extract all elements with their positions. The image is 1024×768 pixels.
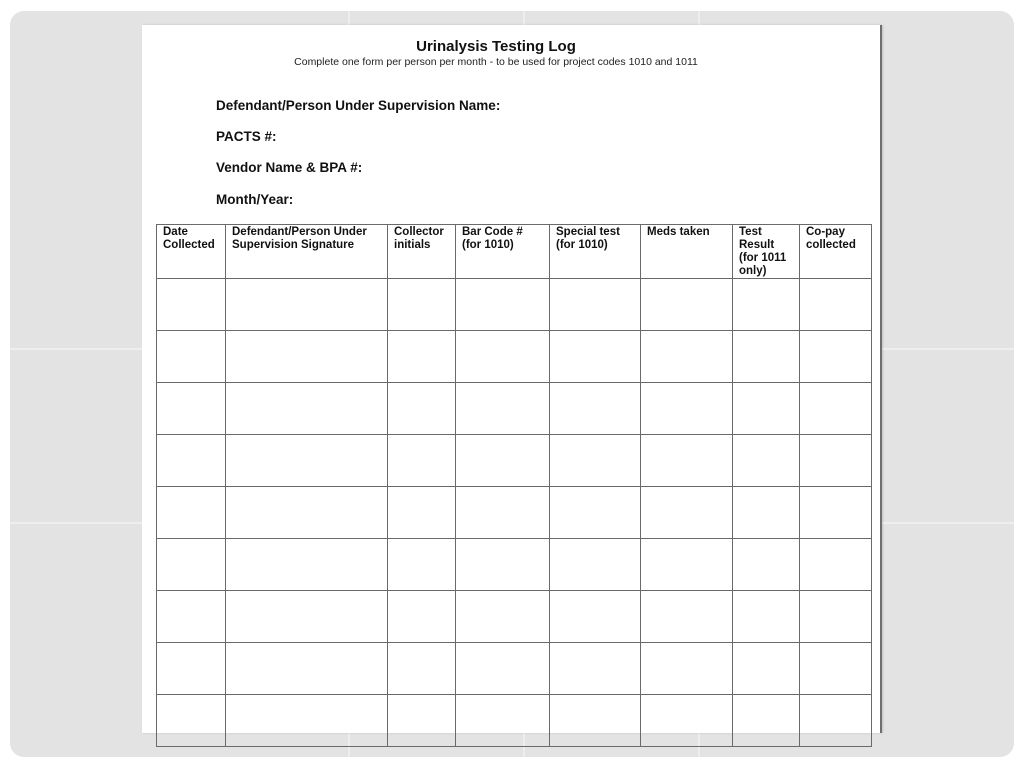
table-cell[interactable]	[733, 695, 800, 747]
table-cell[interactable]	[456, 591, 550, 643]
table-cell[interactable]	[800, 591, 872, 643]
column-header-date-collected: Date Collected	[157, 225, 226, 279]
table-cell[interactable]	[733, 539, 800, 591]
table-row	[157, 487, 872, 539]
table-cell[interactable]	[641, 435, 733, 487]
table-cell[interactable]	[550, 435, 641, 487]
table-cell[interactable]	[641, 383, 733, 435]
table-cell[interactable]	[226, 591, 388, 643]
table-cell[interactable]	[388, 487, 456, 539]
testing-log-table	[156, 224, 872, 747]
table-cell[interactable]	[550, 591, 641, 643]
table-cell[interactable]	[800, 331, 872, 383]
column-header-collector-initials: Collector initials	[388, 225, 456, 279]
table-cell[interactable]	[641, 331, 733, 383]
table-cell[interactable]	[226, 331, 388, 383]
table-cell[interactable]	[550, 331, 641, 383]
table-cell[interactable]	[388, 331, 456, 383]
table-cell[interactable]	[157, 487, 226, 539]
table-cell[interactable]	[388, 591, 456, 643]
table-row	[157, 539, 872, 591]
table-cell[interactable]	[157, 591, 226, 643]
table-cell[interactable]	[550, 539, 641, 591]
table-cell[interactable]	[157, 539, 226, 591]
table-body	[157, 279, 872, 747]
table-cell[interactable]	[226, 539, 388, 591]
table-row	[157, 643, 872, 695]
table-header-row	[157, 225, 872, 279]
table-cell[interactable]	[733, 383, 800, 435]
table-cell[interactable]	[456, 643, 550, 695]
table-cell[interactable]	[157, 279, 226, 331]
table-cell[interactable]	[456, 695, 550, 747]
table-cell[interactable]	[226, 279, 388, 331]
table-cell[interactable]	[456, 331, 550, 383]
pacts-field-label: PACTS #:	[216, 129, 277, 144]
table-cell[interactable]	[550, 279, 641, 331]
table-cell[interactable]	[388, 695, 456, 747]
table-row	[157, 331, 872, 383]
table-cell[interactable]	[388, 539, 456, 591]
table-cell[interactable]	[388, 383, 456, 435]
table-cell[interactable]	[388, 279, 456, 331]
table-cell[interactable]	[157, 435, 226, 487]
form-subtitle: Complete one form per person per month - to be used for project codes 1010 and 1011	[294, 56, 698, 68]
table-cell[interactable]	[157, 695, 226, 747]
column-header-copay-collected: Co-pay collected	[800, 225, 872, 279]
table-cell[interactable]	[226, 435, 388, 487]
table-cell[interactable]	[641, 643, 733, 695]
table-cell[interactable]	[388, 643, 456, 695]
table-cell[interactable]	[157, 643, 226, 695]
table-cell[interactable]	[456, 539, 550, 591]
table-cell[interactable]	[800, 539, 872, 591]
name-field-label: Defendant/Person Under Supervision Name:	[216, 98, 501, 113]
table-row	[157, 279, 872, 331]
table-cell[interactable]	[641, 591, 733, 643]
column-header-meds-taken: Meds taken	[641, 225, 733, 279]
month-year-field-label: Month/Year:	[216, 192, 294, 207]
table-row	[157, 591, 872, 643]
table-cell[interactable]	[226, 487, 388, 539]
table-cell[interactable]	[733, 591, 800, 643]
table-cell[interactable]	[733, 279, 800, 331]
table-cell[interactable]	[733, 643, 800, 695]
table-cell[interactable]	[226, 643, 388, 695]
table-cell[interactable]	[456, 279, 550, 331]
table-row	[157, 383, 872, 435]
form-title: Urinalysis Testing Log	[416, 38, 576, 55]
table-cell[interactable]	[733, 435, 800, 487]
table-cell[interactable]	[226, 383, 388, 435]
table-row	[157, 435, 872, 487]
column-header-special-test: Special test (for 1010)	[550, 225, 641, 279]
table-cell[interactable]	[157, 331, 226, 383]
table-cell[interactable]	[550, 695, 641, 747]
table-cell[interactable]	[388, 435, 456, 487]
table-cell[interactable]	[456, 435, 550, 487]
table-cell[interactable]	[641, 487, 733, 539]
table-cell[interactable]	[456, 487, 550, 539]
column-header-test-result: Test Result (for 1011 only)	[733, 225, 800, 279]
table-cell[interactable]	[641, 695, 733, 747]
table-cell[interactable]	[226, 695, 388, 747]
table-cell[interactable]	[157, 383, 226, 435]
table-cell[interactable]	[800, 695, 872, 747]
table-cell[interactable]	[733, 487, 800, 539]
table-row	[157, 695, 872, 747]
table-cell[interactable]	[800, 383, 872, 435]
table-cell[interactable]	[800, 279, 872, 331]
table-cell[interactable]	[800, 487, 872, 539]
table-cell[interactable]	[800, 643, 872, 695]
table-cell[interactable]	[641, 279, 733, 331]
table-cell[interactable]	[550, 643, 641, 695]
form-page	[142, 25, 882, 733]
vendor-field-label: Vendor Name & BPA #:	[216, 160, 363, 175]
column-header-signature: Defendant/Person Under Supervision Signature	[226, 225, 388, 279]
column-header-bar-code: Bar Code # (for 1010)	[456, 225, 550, 279]
table-cell[interactable]	[550, 487, 641, 539]
table-cell[interactable]	[550, 383, 641, 435]
table-cell[interactable]	[641, 539, 733, 591]
table-cell[interactable]	[456, 383, 550, 435]
table-cell[interactable]	[800, 435, 872, 487]
table-cell[interactable]	[733, 331, 800, 383]
